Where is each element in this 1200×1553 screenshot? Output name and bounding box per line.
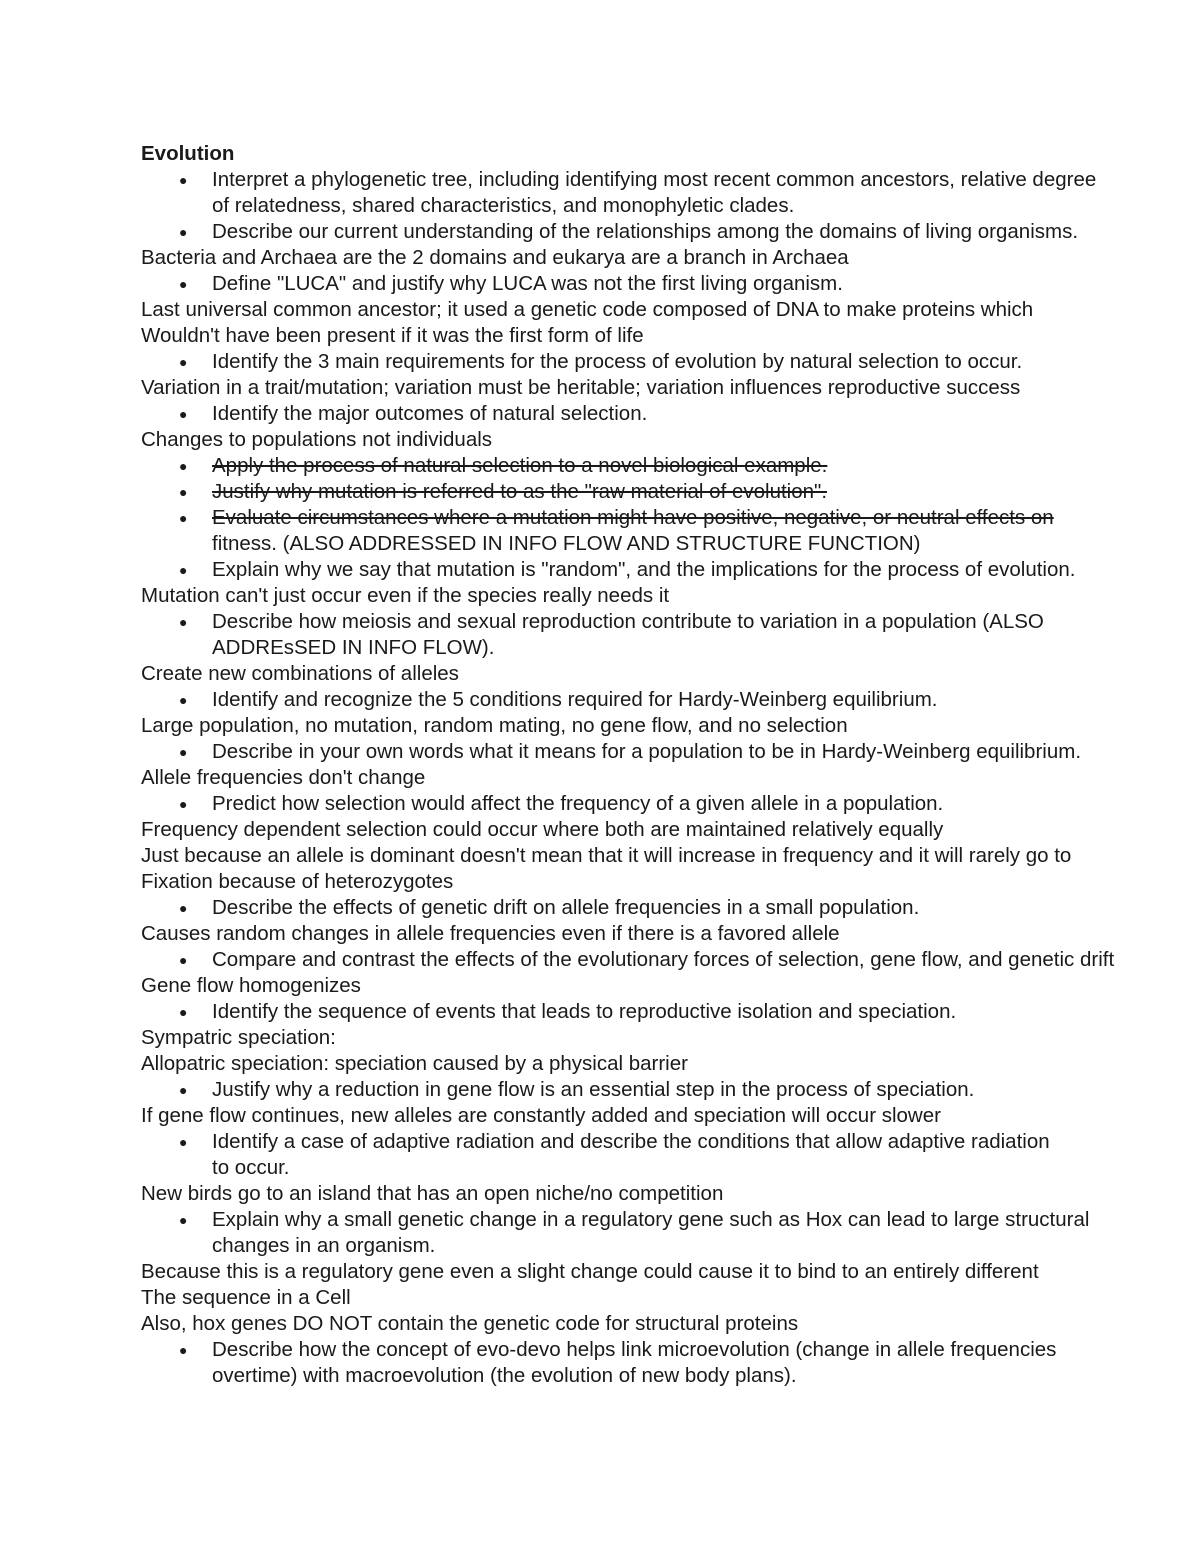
document-body bbox=[141, 141, 1200, 1389]
objective-item bbox=[141, 609, 1200, 661]
answer-note: Changes to populations not individuals bbox=[141, 428, 493, 451]
bullet-icon: ● bbox=[179, 1082, 188, 1098]
objective-item bbox=[141, 1077, 1200, 1103]
bullet-icon: ● bbox=[179, 354, 188, 370]
objective-item bbox=[141, 791, 1200, 817]
struck-text: Evaluate circumstances where a mutation might have positive, negative, or neutral effects on bbox=[212, 506, 1054, 529]
answer-note: Create new combinations of alleles bbox=[141, 662, 459, 685]
bullet-icon: ● bbox=[179, 224, 188, 240]
objective-continuation: fitness. (ALSO ADDRESSED IN INFO FLOW AND STRUCTURE FUNCTION) bbox=[212, 532, 921, 555]
answer-note: Causes random changes in allele frequencies even if there is a favored allele bbox=[141, 922, 840, 945]
objective-item bbox=[141, 557, 1200, 583]
objective-text: Describe how meiosis and sexual reproduction contribute to variation in a population (ALSO ADDREsSED IN INFO FLOW). bbox=[212, 610, 1044, 659]
objective-item bbox=[141, 1129, 1200, 1181]
objective-text: Justify why a reduction in gene flow is an essential step in the process of speciation. bbox=[212, 1078, 975, 1101]
struck-objective-item bbox=[141, 453, 1200, 479]
objective-item bbox=[141, 219, 1200, 245]
objective-item bbox=[141, 895, 1200, 921]
objective-text: Explain why we say that mutation is "random", and the implications for the process of evolution. bbox=[212, 558, 1076, 581]
answer-note: Allele frequencies don't change bbox=[141, 766, 426, 789]
answer-note: Variation in a trait/mutation; variation must be heritable; variation influences reproductive success bbox=[141, 376, 1021, 399]
objective-text: Identify the sequence of events that leads to reproductive isolation and speciation. bbox=[212, 1000, 957, 1023]
objective-item bbox=[141, 271, 1200, 297]
objective-item bbox=[141, 401, 1200, 427]
objective-text: Identify and recognize the 5 conditions required for Hardy-Weinberg equilibrium. bbox=[212, 688, 938, 711]
bullet-icon: ● bbox=[179, 510, 188, 526]
struck-objective-item bbox=[141, 479, 1200, 505]
objective-text: Compare and contrast the effects of the evolutionary forces of selection, gene flow, and genetic drift bbox=[212, 948, 1115, 971]
objective-text: Identify the major outcomes of natural selection. bbox=[212, 402, 648, 425]
objective-text: Interpret a phylogenetic tree, including identifying most recent common ancestors, relative degree of relatedness, shared characteristics, and monophyletic clades. bbox=[212, 168, 1097, 217]
bullet-icon: ● bbox=[179, 1004, 188, 1020]
objective-text: Describe how the concept of evo-devo helps link microevolution (change in allele frequencies overtime) with macroevolution (the evolution of new body plans). bbox=[212, 1338, 1057, 1387]
answer-note: Bacteria and Archaea are the 2 domains and eukarya are a branch in Archaea bbox=[141, 246, 849, 269]
answer-note: Last universal common ancestor; it used a genetic code composed of DNA to make proteins which Wouldn't have been present if it was the first form of life bbox=[141, 298, 1034, 347]
answer-note: Gene flow homogenizes bbox=[141, 974, 361, 997]
objective-text: Explain why a small genetic change in a regulatory gene such as Hox can lead to large structural changes in an organism. bbox=[212, 1208, 1090, 1257]
bullet-icon: ● bbox=[179, 744, 188, 760]
objective-item bbox=[141, 999, 1200, 1025]
objective-item bbox=[141, 167, 1200, 219]
answer-note: Sympatric speciation: Allopatric speciation: speciation caused by a physical barrier bbox=[141, 1026, 688, 1075]
bullet-icon: ● bbox=[179, 1134, 188, 1150]
objective-text bbox=[212, 505, 1200, 557]
objective-text: Predict how selection would affect the frequency of a given allele in a population. bbox=[212, 792, 944, 815]
answer-note: Frequency dependent selection could occur where both are maintained relatively equally Just because an allele is dominant doesn't mean that it will increase in frequency and it will rarely go to Fixation because of heterozygotes bbox=[141, 818, 1072, 893]
bullet-icon: ● bbox=[179, 1212, 188, 1228]
bullet-icon: ● bbox=[179, 952, 188, 968]
bullet-icon: ● bbox=[179, 1342, 188, 1358]
objective-text bbox=[212, 453, 1200, 479]
objective-text: Identify the 3 main requirements for the process of evolution by natural selection to occur. bbox=[212, 350, 1023, 373]
bullet-icon: ● bbox=[179, 406, 188, 422]
bullet-icon: ● bbox=[179, 458, 188, 474]
struck-objective-item bbox=[141, 505, 1200, 557]
objective-text: Identify a case of adaptive radiation and describe the conditions that allow adaptive radiation to occur. bbox=[212, 1130, 1050, 1179]
objective-item bbox=[141, 1207, 1200, 1259]
outline-list bbox=[141, 167, 1200, 1389]
answer-note: New birds go to an island that has an open niche/no competition bbox=[141, 1182, 724, 1205]
bullet-icon: ● bbox=[179, 172, 188, 188]
bullet-icon: ● bbox=[179, 900, 188, 916]
answer-note: If gene flow continues, new alleles are constantly added and speciation will occur slower bbox=[141, 1104, 941, 1127]
objective-text: Describe the effects of genetic drift on allele frequencies in a small population. bbox=[212, 896, 920, 919]
objective-text: Describe in your own words what it means for a population to be in Hardy-Weinberg equilibrium. bbox=[212, 740, 1082, 763]
bullet-icon: ● bbox=[179, 484, 188, 500]
answer-note: Mutation can't just occur even if the species really needs it bbox=[141, 584, 670, 607]
answer-note: Because this is a regulatory gene even a slight change could cause it to bind to an entirely different The sequence in a Cell Also, hox genes DO NOT contain the genetic code for structural proteins bbox=[141, 1260, 1039, 1335]
objective-item bbox=[141, 687, 1200, 713]
bullet-icon: ● bbox=[179, 692, 188, 708]
bullet-icon: ● bbox=[179, 276, 188, 292]
bullet-icon: ● bbox=[179, 562, 188, 578]
objective-item bbox=[141, 947, 1200, 973]
objective-item bbox=[141, 349, 1200, 375]
objective-item bbox=[141, 1337, 1200, 1389]
objective-item bbox=[141, 739, 1200, 765]
objective-text bbox=[212, 479, 1200, 505]
objective-text: Describe our current understanding of the relationships among the domains of living organisms. bbox=[212, 220, 1079, 243]
struck-text: Apply the process of natural selection to a novel biological example. bbox=[212, 454, 828, 477]
section-title: Evolution bbox=[141, 142, 235, 165]
bullet-icon: ● bbox=[179, 796, 188, 812]
struck-text: Justify why mutation is referred to as the "raw material of evolution". bbox=[212, 480, 828, 503]
bullet-icon: ● bbox=[179, 614, 188, 630]
objective-text: Define "LUCA" and justify why LUCA was not the first living organism. bbox=[212, 272, 843, 295]
answer-note: Large population, no mutation, random mating, no gene flow, and no selection bbox=[141, 714, 848, 737]
